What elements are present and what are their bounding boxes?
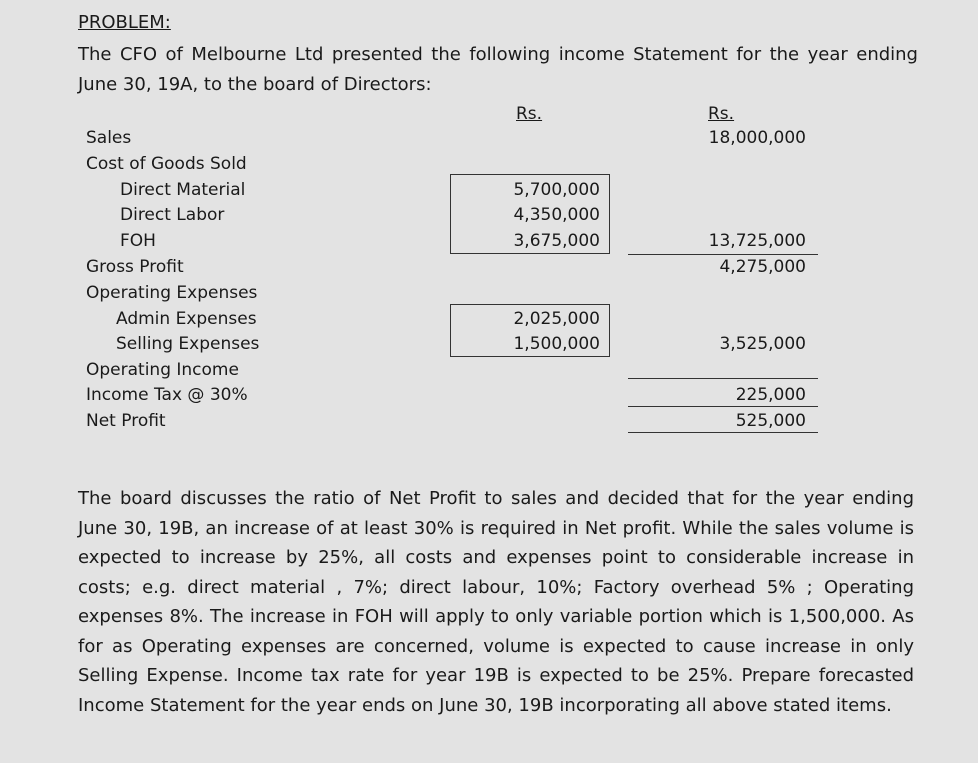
value-selling-expenses: 1,500,000	[513, 334, 600, 354]
value-income-tax: 225,000	[735, 385, 806, 405]
label-admin-expenses: Admin Expenses	[116, 309, 257, 329]
label-income-tax: Income Tax @ 30%	[86, 385, 248, 405]
label-foh: FOH	[120, 231, 156, 251]
problem-paragraph: The board discusses the ratio of Net Profit to sales and decided that for the year ending June 30, 19B, an increase of at least 30% is required in Net profit. While the sales volume is expected to increase by 25%, all costs and expenses point to considerable increase in costs; e.g. direct material , 7%; direct labour, 10%; Factory overhead 5% ; Operating expenses 8%. The increase in FOH will apply to only variable portion which is 1,500,000. As for as Operating expenses are concerned, volume is expected to cause increase in only Selling Expense. Income tax rate for year 19B is expected to be 25%. Prepare forecasted Income Statement for the year ends on June 30, 19B incorporating all above stated items.	[78, 488, 914, 716]
rule-operating-income	[628, 378, 818, 379]
label-net-profit: Net Profit	[86, 411, 166, 431]
value-direct-labor: 4,350,000	[513, 205, 600, 225]
intro-text: The CFO of Melbourne Ltd presented the following income Statement for the year ending June 30, 19A, to the board of Directors:	[78, 44, 918, 95]
label-operating-expenses: Operating Expenses	[86, 283, 258, 303]
problem-heading: PROBLEM:	[78, 12, 171, 33]
value-foh: 3,675,000	[513, 231, 600, 251]
label-cogs: Cost of Goods Sold	[86, 154, 247, 174]
value-net-profit: 525,000	[735, 411, 806, 431]
value-cogs-total: 13,725,000	[708, 231, 806, 251]
rule-income-tax	[628, 406, 818, 407]
label-direct-material: Direct Material	[120, 180, 246, 200]
rule-cogs-total	[628, 254, 818, 255]
label-direct-labor: Direct Labor	[120, 205, 225, 225]
col1-header: Rs.	[516, 104, 543, 124]
label-selling-expenses: Selling Expenses	[116, 334, 260, 354]
col2-header: Rs.	[708, 104, 735, 124]
value-sales: 18,000,000	[708, 128, 806, 148]
label-gross-profit: Gross Profit	[86, 257, 184, 277]
label-sales: Sales	[86, 128, 132, 148]
value-opex-total: 3,525,000	[719, 334, 806, 354]
rule-net-profit	[628, 432, 818, 433]
value-direct-material: 5,700,000	[513, 180, 600, 200]
value-admin-expenses: 2,025,000	[513, 309, 600, 329]
value-gross-profit: 4,275,000	[719, 257, 806, 277]
label-operating-income: Operating Income	[86, 360, 239, 380]
